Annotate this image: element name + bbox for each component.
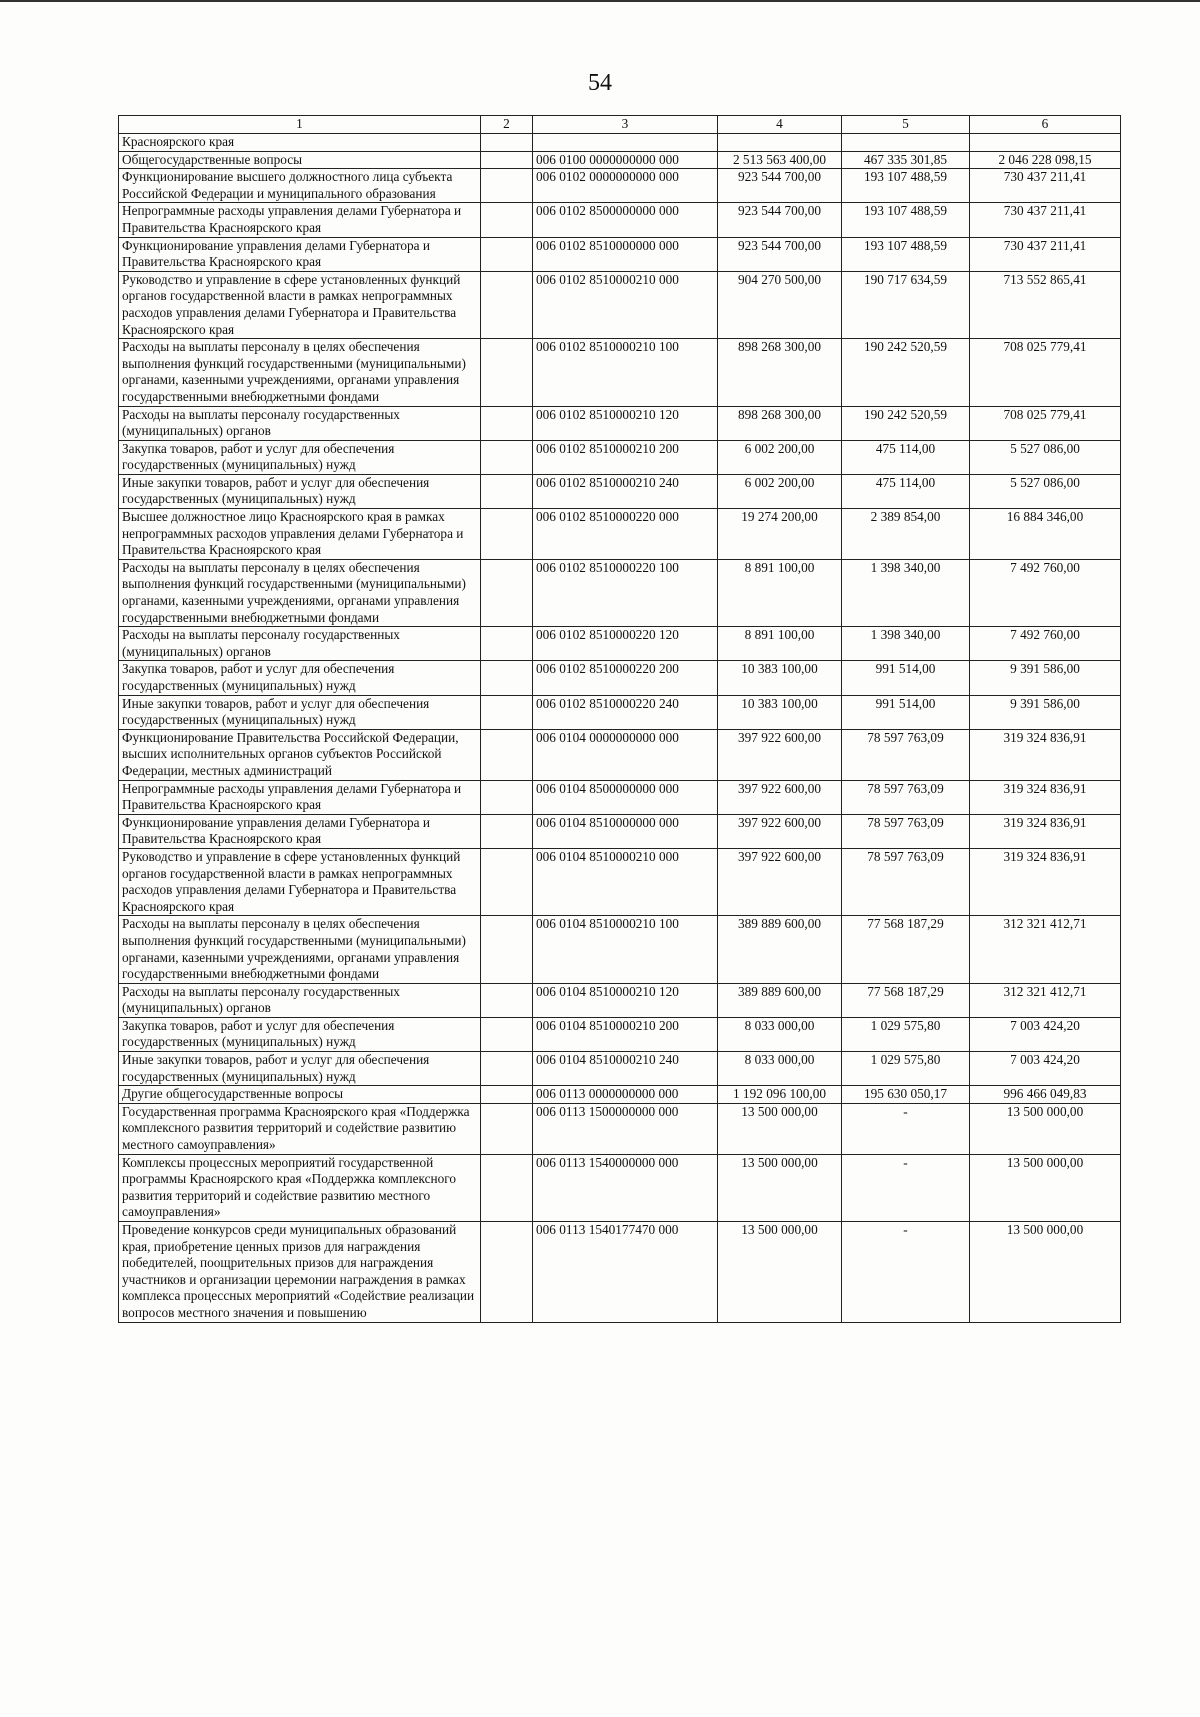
executed-amount-cell: 1 398 340,00 [842, 627, 970, 661]
approved-amount-cell: 389 889 600,00 [718, 983, 842, 1017]
remaining-amount-cell: 312 321 412,71 [970, 983, 1121, 1017]
budget-code-cell: 006 0102 8510000210 200 [533, 440, 718, 474]
table-row [119, 1017, 1121, 1051]
row-name-cell: Непрограммные расходы управления делами Губернатора и Правительства Красноярского края [119, 780, 481, 814]
row-name-cell: Другие общегосударственные вопросы [119, 1086, 481, 1104]
remaining-amount-cell: 7 003 424,20 [970, 1017, 1121, 1051]
budget-code-cell: 006 0102 0000000000 000 [533, 169, 718, 203]
executed-amount-cell: 78 597 763,09 [842, 780, 970, 814]
row-column-2-cell [481, 151, 533, 169]
executed-amount-cell: 193 107 488,59 [842, 203, 970, 237]
row-column-2-cell [481, 1103, 533, 1154]
approved-amount-cell: 8 891 100,00 [718, 559, 842, 626]
table-header-row [119, 116, 1121, 134]
row-column-2-cell [481, 339, 533, 406]
approved-amount-cell: 8 033 000,00 [718, 1052, 842, 1086]
table-row [119, 848, 1121, 915]
table-row [119, 627, 1121, 661]
budget-code-cell: 006 0102 8510000210 240 [533, 474, 718, 508]
executed-amount-cell: 1 029 575,80 [842, 1017, 970, 1051]
budget-code-cell: 006 0102 8510000220 100 [533, 559, 718, 626]
remaining-amount-cell: 319 324 836,91 [970, 780, 1121, 814]
row-name-cell: Расходы на выплаты персоналу в целях обеспечения выполнения функций государственными (муниципальными) органами, казенными учреждениями, органами управления государственными внебюджетными фондами [119, 559, 481, 626]
remaining-amount-cell: 2 046 228 098,15 [970, 151, 1121, 169]
approved-amount-cell: 923 544 700,00 [718, 169, 842, 203]
row-name-cell: Общегосударственные вопросы [119, 151, 481, 169]
table-row [119, 780, 1121, 814]
executed-amount-cell: 2 389 854,00 [842, 509, 970, 560]
table-row [119, 1222, 1121, 1323]
column-header: 1 [119, 116, 481, 134]
table-row [119, 729, 1121, 780]
executed-amount-cell: 190 717 634,59 [842, 271, 970, 338]
remaining-amount-cell: 713 552 865,41 [970, 271, 1121, 338]
approved-amount-cell: 389 889 600,00 [718, 916, 842, 983]
approved-amount-cell: 397 922 600,00 [718, 780, 842, 814]
budget-code-cell: 006 0104 8510000000 000 [533, 814, 718, 848]
executed-amount-cell: 991 514,00 [842, 695, 970, 729]
approved-amount-cell: 13 500 000,00 [718, 1222, 842, 1323]
column-header: 6 [970, 116, 1121, 134]
budget-code-cell: 006 0113 1540000000 000 [533, 1154, 718, 1221]
remaining-amount-cell: 13 500 000,00 [970, 1154, 1121, 1221]
approved-amount-cell: 8 891 100,00 [718, 627, 842, 661]
remaining-amount-cell: 730 437 211,41 [970, 169, 1121, 203]
row-column-2-cell [481, 983, 533, 1017]
budget-code-cell: 006 0102 8500000000 000 [533, 203, 718, 237]
table-row [119, 474, 1121, 508]
row-column-2-cell [481, 627, 533, 661]
row-name-cell: Закупка товаров, работ и услуг для обеспечения государственных (муниципальных) нужд [119, 661, 481, 695]
budget-code-cell: 006 0113 1500000000 000 [533, 1103, 718, 1154]
remaining-amount-cell: 730 437 211,41 [970, 203, 1121, 237]
row-column-2-cell [481, 203, 533, 237]
remaining-amount-cell: 16 884 346,00 [970, 509, 1121, 560]
remaining-amount-cell: 9 391 586,00 [970, 695, 1121, 729]
row-name-cell: Иные закупки товаров, работ и услуг для обеспечения государственных (муниципальных) нужд [119, 1052, 481, 1086]
approved-amount-cell: 2 513 563 400,00 [718, 151, 842, 169]
column-header: 3 [533, 116, 718, 134]
row-name-cell: Красноярского края [119, 134, 481, 152]
table-row [119, 559, 1121, 626]
executed-amount-cell: 78 597 763,09 [842, 814, 970, 848]
table-row [119, 237, 1121, 271]
row-column-2-cell [481, 1017, 533, 1051]
table-row [119, 203, 1121, 237]
row-name-cell: Иные закупки товаров, работ и услуг для обеспечения государственных (муниципальных) нужд [119, 695, 481, 729]
approved-amount-cell: 19 274 200,00 [718, 509, 842, 560]
budget-code-cell: 006 0102 8510000210 100 [533, 339, 718, 406]
approved-amount-cell: 397 922 600,00 [718, 848, 842, 915]
row-name-cell: Расходы на выплаты персоналу государственных (муниципальных) органов [119, 406, 481, 440]
remaining-amount-cell: 730 437 211,41 [970, 237, 1121, 271]
row-name-cell: Расходы на выплаты персоналу в целях обеспечения выполнения функций государственными (муниципальными) органами, казенными учреждениями, органами управления государственными внебюджетными фондами [119, 916, 481, 983]
table-row [119, 1086, 1121, 1104]
approved-amount-cell: 6 002 200,00 [718, 474, 842, 508]
row-column-2-cell [481, 237, 533, 271]
remaining-amount-cell: 319 324 836,91 [970, 729, 1121, 780]
approved-amount-cell: 923 544 700,00 [718, 203, 842, 237]
row-name-cell: Функционирование управления делами Губернатора и Правительства Красноярского края [119, 814, 481, 848]
page-number: 54 [588, 70, 612, 96]
table-row [119, 1154, 1121, 1221]
table-row [119, 1052, 1121, 1086]
approved-amount-cell: 898 268 300,00 [718, 406, 842, 440]
row-name-cell: Руководство и управление в сфере установленных функций органов государственной власти в рамках непрограммных расходов управления делами Губернатора и Правительства Красноярского края [119, 848, 481, 915]
table-row [119, 134, 1121, 152]
table-row [119, 661, 1121, 695]
row-name-cell: Функционирование Правительства Российской Федерации, высших исполнительных органов субъектов Российской Федерации, местных администраций [119, 729, 481, 780]
remaining-amount-cell: 7 492 760,00 [970, 627, 1121, 661]
table-row [119, 406, 1121, 440]
row-column-2-cell [481, 729, 533, 780]
row-name-cell: Государственная программа Красноярского края «Поддержка комплексного развития территорий и содействие развитию местного самоуправления» [119, 1103, 481, 1154]
executed-amount-cell: 195 630 050,17 [842, 1086, 970, 1104]
budget-code-cell: 006 0104 8510000210 240 [533, 1052, 718, 1086]
approved-amount-cell: 397 922 600,00 [718, 729, 842, 780]
approved-amount-cell: 10 383 100,00 [718, 695, 842, 729]
row-column-2-cell [481, 559, 533, 626]
table-body [119, 134, 1121, 1323]
table-row [119, 339, 1121, 406]
row-column-2-cell [481, 271, 533, 338]
table-row [119, 695, 1121, 729]
budget-code-cell: 006 0102 8510000220 000 [533, 509, 718, 560]
executed-amount-cell: 190 242 520,59 [842, 406, 970, 440]
remaining-amount-cell: 13 500 000,00 [970, 1103, 1121, 1154]
row-column-2-cell [481, 406, 533, 440]
approved-amount-cell [718, 134, 842, 152]
budget-code-cell [533, 134, 718, 152]
approved-amount-cell: 923 544 700,00 [718, 237, 842, 271]
executed-amount-cell: 991 514,00 [842, 661, 970, 695]
row-name-cell: Непрограммные расходы управления делами Губернатора и Правительства Красноярского края [119, 203, 481, 237]
executed-amount-cell: 77 568 187,29 [842, 983, 970, 1017]
row-column-2-cell [481, 440, 533, 474]
budget-code-cell: 006 0100 0000000000 000 [533, 151, 718, 169]
executed-amount-cell: 193 107 488,59 [842, 237, 970, 271]
column-header: 4 [718, 116, 842, 134]
budget-code-cell: 006 0113 0000000000 000 [533, 1086, 718, 1104]
approved-amount-cell: 904 270 500,00 [718, 271, 842, 338]
row-column-2-cell [481, 814, 533, 848]
column-header: 2 [481, 116, 533, 134]
table-row [119, 271, 1121, 338]
approved-amount-cell: 1 192 096 100,00 [718, 1086, 842, 1104]
remaining-amount-cell: 708 025 779,41 [970, 339, 1121, 406]
approved-amount-cell: 6 002 200,00 [718, 440, 842, 474]
row-name-cell: Функционирование высшего должностного лица субъекта Российской Федерации и муниципального образования [119, 169, 481, 203]
row-column-2-cell [481, 509, 533, 560]
remaining-amount-cell: 7 003 424,20 [970, 1052, 1121, 1086]
executed-amount-cell: 475 114,00 [842, 474, 970, 508]
table-row [119, 509, 1121, 560]
row-column-2-cell [481, 780, 533, 814]
budget-code-cell: 006 0102 8510000220 120 [533, 627, 718, 661]
executed-amount-cell: 190 242 520,59 [842, 339, 970, 406]
executed-amount-cell: - [842, 1222, 970, 1323]
budget-code-cell: 006 0102 8510000210 000 [533, 271, 718, 338]
executed-amount-cell: 78 597 763,09 [842, 729, 970, 780]
remaining-amount-cell [970, 134, 1121, 152]
executed-amount-cell: 77 568 187,29 [842, 916, 970, 983]
budget-code-cell: 006 0102 8510000000 000 [533, 237, 718, 271]
remaining-amount-cell: 5 527 086,00 [970, 474, 1121, 508]
row-column-2-cell [481, 695, 533, 729]
row-column-2-cell [481, 661, 533, 695]
row-name-cell: Проведение конкурсов среди муниципальных образований края, приобретение ценных призов для награждения победителей, поощрительных призов для награждения участников и организации церемонии награждения в рамках комплекса процессных мероприятий «Содействие реализации вопросов местного значения и повышению [119, 1222, 481, 1323]
budget-code-cell: 006 0113 1540177470 000 [533, 1222, 718, 1323]
budget-code-cell: 006 0102 8510000220 200 [533, 661, 718, 695]
top-border-line [0, 0, 1200, 2]
column-header: 5 [842, 116, 970, 134]
remaining-amount-cell: 7 492 760,00 [970, 559, 1121, 626]
row-column-2-cell [481, 916, 533, 983]
remaining-amount-cell: 319 324 836,91 [970, 848, 1121, 915]
approved-amount-cell: 13 500 000,00 [718, 1103, 842, 1154]
executed-amount-cell: 475 114,00 [842, 440, 970, 474]
remaining-amount-cell: 312 321 412,71 [970, 916, 1121, 983]
executed-amount-cell [842, 134, 970, 152]
row-column-2-cell [481, 169, 533, 203]
row-column-2-cell [481, 134, 533, 152]
row-name-cell: Расходы на выплаты персоналу в целях обеспечения выполнения функций государственными (муниципальными) органами, казенными учреждениями, органами управления государственными внебюджетными фондами [119, 339, 481, 406]
approved-amount-cell: 898 268 300,00 [718, 339, 842, 406]
remaining-amount-cell: 5 527 086,00 [970, 440, 1121, 474]
row-name-cell: Функционирование управления делами Губернатора и Правительства Красноярского края [119, 237, 481, 271]
table-row [119, 916, 1121, 983]
row-name-cell: Расходы на выплаты персоналу государственных (муниципальных) органов [119, 983, 481, 1017]
table-row [119, 440, 1121, 474]
table-row [119, 1103, 1121, 1154]
budget-code-cell: 006 0104 8510000210 000 [533, 848, 718, 915]
table-row [119, 169, 1121, 203]
table-row [119, 983, 1121, 1017]
budget-code-cell: 006 0104 8500000000 000 [533, 780, 718, 814]
executed-amount-cell: 1 398 340,00 [842, 559, 970, 626]
row-name-cell: Комплексы процессных мероприятий государственной программы Красноярского края «Поддержка комплексного развития территорий и содействие развитию местного самоуправления» [119, 1154, 481, 1221]
table-row [119, 814, 1121, 848]
row-column-2-cell [481, 1086, 533, 1104]
row-column-2-cell [481, 474, 533, 508]
row-column-2-cell [481, 1052, 533, 1086]
row-name-cell: Высшее должностное лицо Красноярского края в рамках непрограммных расходов управления делами Губернатора и Правительства Красноярского края [119, 509, 481, 560]
row-column-2-cell [481, 1154, 533, 1221]
remaining-amount-cell: 996 466 049,83 [970, 1086, 1121, 1104]
approved-amount-cell: 10 383 100,00 [718, 661, 842, 695]
budget-code-cell: 006 0104 8510000210 100 [533, 916, 718, 983]
row-name-cell: Руководство и управление в сфере установленных функций органов государственной власти в рамках непрограммных расходов управления делами Губернатора и Правительства Красноярского края [119, 271, 481, 338]
row-name-cell: Иные закупки товаров, работ и услуг для обеспечения государственных (муниципальных) нужд [119, 474, 481, 508]
budget-code-cell: 006 0104 8510000210 200 [533, 1017, 718, 1051]
budget-code-cell: 006 0104 8510000210 120 [533, 983, 718, 1017]
remaining-amount-cell: 708 025 779,41 [970, 406, 1121, 440]
row-name-cell: Закупка товаров, работ и услуг для обеспечения государственных (муниципальных) нужд [119, 1017, 481, 1051]
row-name-cell: Расходы на выплаты персоналу государственных (муниципальных) органов [119, 627, 481, 661]
approved-amount-cell: 13 500 000,00 [718, 1154, 842, 1221]
row-column-2-cell [481, 1222, 533, 1323]
table-row [119, 151, 1121, 169]
executed-amount-cell: 467 335 301,85 [842, 151, 970, 169]
remaining-amount-cell: 9 391 586,00 [970, 661, 1121, 695]
row-name-cell: Закупка товаров, работ и услуг для обеспечения государственных (муниципальных) нужд [119, 440, 481, 474]
row-column-2-cell [481, 848, 533, 915]
budget-table [118, 115, 1121, 1323]
approved-amount-cell: 397 922 600,00 [718, 814, 842, 848]
executed-amount-cell: 193 107 488,59 [842, 169, 970, 203]
budget-code-cell: 006 0102 8510000210 120 [533, 406, 718, 440]
executed-amount-cell: 78 597 763,09 [842, 848, 970, 915]
remaining-amount-cell: 13 500 000,00 [970, 1222, 1121, 1323]
budget-code-cell: 006 0102 8510000220 240 [533, 695, 718, 729]
executed-amount-cell: - [842, 1103, 970, 1154]
approved-amount-cell: 8 033 000,00 [718, 1017, 842, 1051]
executed-amount-cell: - [842, 1154, 970, 1221]
executed-amount-cell: 1 029 575,80 [842, 1052, 970, 1086]
remaining-amount-cell: 319 324 836,91 [970, 814, 1121, 848]
budget-code-cell: 006 0104 0000000000 000 [533, 729, 718, 780]
